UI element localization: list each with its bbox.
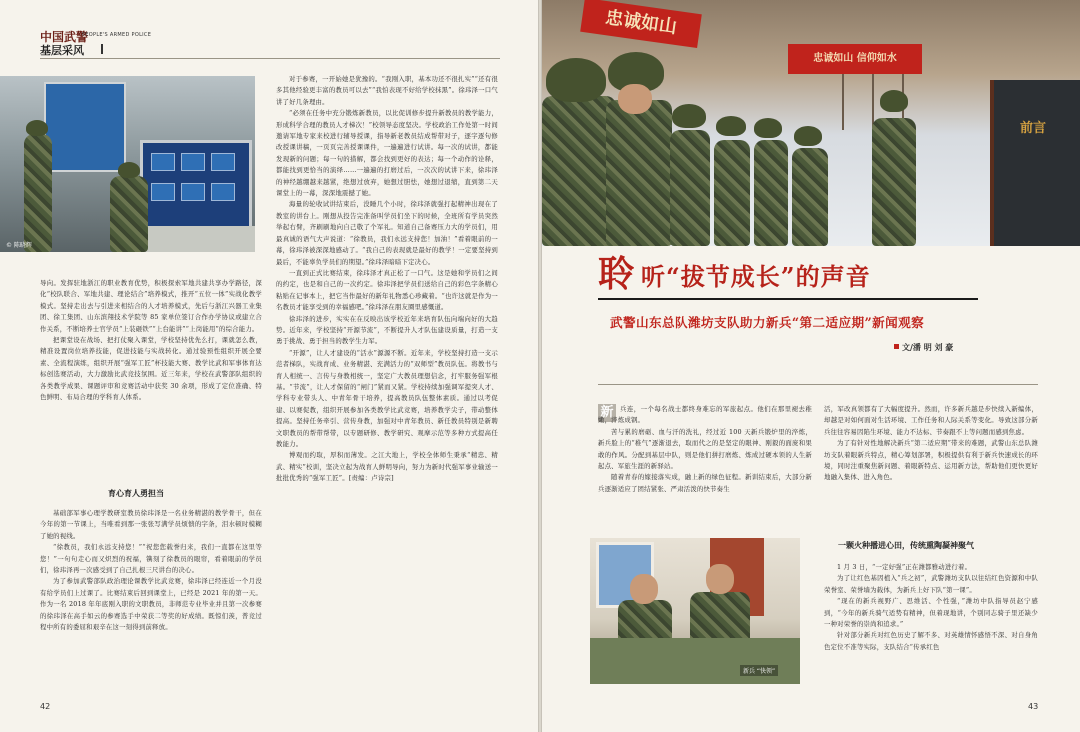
paragraph: 为了有针对性地解决新兵“第二适应期”带来的难题，武警山东总队潍坊支队着眼新兵特点，精心筹划部署，积极提供有利于新兵快速成长的环境，同时注重聚焦新问题、着眼新特点、运用新方法，帮助他们更快更好地融入集体、进入角色。 (824, 439, 1038, 482)
left-page (0, 0, 538, 732)
paragraph: 兵连，一个每名战士都终身难忘的军旅起点。他们在那里褪去稚嫩，淬炼成钢。 (598, 405, 812, 425)
soldier-face (706, 564, 734, 594)
paragraph: 活，军改真领都有了大幅度提升。然而，许多新兵越是步快续入新编体，却越是对如何面对生活环境、工作任务和人际关系等变化。导致这部分新兵往往容易因陷生环境、能力不达标、节奏跟不上等问题而感到焦虑。 (824, 405, 1038, 436)
soldier-cap (26, 120, 48, 136)
right-column-2-top (824, 404, 1038, 526)
section-divider (101, 44, 103, 54)
soldier-figure (754, 140, 788, 246)
paragraph: 徐玮泽的进步，实实在在反映出该学校近年来培育队伍向端向好的大趋势。近年来，学校坚持“开源节流”，不断提升人才队伍建设质量，打造一支勇于挑战、勇于担当的教学生力军。 (276, 314, 498, 346)
paragraph: 针对部分新兵对红色历史了解不多、对英雄情怀感悟不深、对自身角色定位不准等实际，支队结合“传承红色 (824, 631, 1038, 651)
deck-subtitle: 武警山东总队潍坊支队助力新兵“第二适应期”新闻观察 (610, 315, 925, 330)
paragraph: 随着青春的嫁接落实成，融上新的绿色征程。新训结束后，大部分新兵逐渐适应了团结紧张、严肃活泼的快节奏生 (598, 473, 812, 493)
right-page (542, 0, 1080, 732)
control-panel (140, 140, 252, 234)
board-text: 前言 (1019, 121, 1046, 136)
subhead: 一颗火种播进心田，传统熏陶凝神聚气 (838, 540, 974, 550)
red-banner: 忠诚如山 信仰如水 (788, 44, 922, 74)
header-rule (40, 58, 500, 59)
paragraph: 基础部军事心理学教研室教员徐玮泽是一名业务精湛的教学骨干，但在今年的第一节课上，当唯看到那一张张写满学员烦愦的字条，泪水顿时模糊了她的视线。 (40, 509, 262, 540)
paragraph: 博观而约取，厚积而薄发。之江大地上，学校全体师生秉承“精忠、精武、精实”校训，坚决立起为战育人鲜明导向，努力为新时代强军事业输送一批批优秀的“强军工匠”。[责编：卢诗宗] (276, 451, 498, 483)
magazine-english-name: PEOPLE'S ARMED POLICE (82, 32, 152, 38)
lab-training-photo (0, 76, 255, 252)
page-number: 43 (1028, 702, 1039, 711)
section-title: 基层采风 (40, 44, 84, 57)
left-column-1-top (40, 278, 262, 492)
photo-tag: 新兵 “快领” (740, 665, 778, 676)
paragraph: 导向。发挥驻地浙江的职业教育优势，积极探索军地共建共享办学路径，深化“校队联合、军地共建、理论结合”培养模式，推开“五位一体”实战化教学模式。坚持走出去与引进来相结合的人才培养模式，先后与浙江兴器工业集团、徐工集团、山东滨翔技术学院等 85 家单位签订合作办学协议或建立合作关系，不断培养士官学员“上装砸铁”“上台能讲”“上岗能用”的综合能力。 (40, 279, 262, 333)
left-column-1-bottom (40, 508, 262, 698)
headline: 听“拔节成长”的声音 (641, 262, 871, 291)
photo-credit: © 陈晓辉 (6, 242, 32, 249)
soldier-figure (606, 100, 672, 246)
equipment-cabinet (44, 82, 126, 172)
headline-rule (598, 298, 978, 300)
soldiers-hero-photo (542, 0, 1080, 246)
soldier-cap (754, 118, 782, 138)
exhibition-board (990, 80, 1080, 246)
subhead: 育心育人勇担当 (108, 488, 164, 498)
paragraph: 一直到正式比赛结束，徐玮泽才真正松了一口气。这是她和学员们之间的约定，也是和自己的一次约定。徐玮泽把学员们送给自己的彩色字条精心粘贴在记事本上，把它当作最好的新年礼物悉心珍藏着。“也许这就是作为一名教员才能享受到的幸福感吧。”徐玮泽在朋友圈里感慨道。 (276, 268, 498, 312)
soldier-cap (118, 162, 140, 178)
right-column-1 (598, 404, 812, 534)
soldier-face (630, 574, 658, 604)
section-rule (598, 384, 1038, 385)
left-column-2 (276, 74, 498, 686)
desk (590, 638, 800, 684)
paragraph: “徐教员，我们永远支持您！”“祝您您载誉归来，我们一直都在这里等您！”一句句走心而又炽烈的祝福，镌刻了徐教员的眼帘，看着眼前的学员们，徐玮泽再一次感受到了自己扎根三尺讲台的决心。 (40, 543, 262, 575)
byline: 文/潘 明 刘 豪 (902, 342, 954, 352)
instructor-figure (872, 118, 916, 246)
soldier-figure (110, 176, 148, 252)
soldier-figure (670, 130, 710, 246)
red-banner: 忠诚如山 (580, 0, 702, 48)
paragraph: “必须在任务中充分锻炼新教员，以比促训修步提升新教员的教学能力，形成科学合理的教员人才梯次！”校领导态度坚决。学校政治工作处第一时间邀请军地专家来校进行辅导授课，指导新老教员结成帮带对子，逐字逐句修改授课讲稿，一页页完善授课课件，一遍遍进行试讲。每一次的试讲，都能发现新的问题；每一句的措解，都会找到更好的表达；每一个动作的诠释，都能找到更恰当的演绎……一遍遍的打磨过后，一次次的试讲下来，徐玮泽的神经越绷越来越紧，绝想过放弃，她想过胆怯，她想过退缩，直到第二天课堂上的一幕，深深地震撼了她。 (276, 109, 498, 198)
drop-cap: 新 (598, 404, 616, 422)
soldier-figure (792, 148, 828, 246)
soldier-cap (716, 116, 746, 136)
soldier-cap (794, 126, 822, 146)
paragraph: 对于参赛，一开始她是犹豫的。“我刚入职，基本功还不很扎实”“还有很多其他经验更丰富的教员可以去”“我怕表现不好给学校抹黑”。徐玮泽一口气讲了好几条理由。 (276, 75, 498, 106)
soldier-figure (714, 140, 750, 246)
paragraph: 为了参加武警部队政治理论课教学比武竞赛，徐玮泽已经连近一个月没有给学员们上过课了。比赛结束后回到课堂上，已经是 2021 年的第一天。作为一名 2018 年年底刚入职的文职教员，非师范专业毕业并且第一次参赛的徐玮泽在高手如云的参赛选手中荣获二等奖的好成绩。既惊们羡，普竞过程中所有的委屈和艰辛在这一刻得到前释放。 (40, 577, 262, 632)
soldiers-study-photo (590, 538, 800, 684)
paragraph: “开源”，让人才建设的“活水”源源不断。近年来，学校坚持打造一支示范者梯队，实战育成、业务精湛、充满活力的“双师型”教员队伍。将教书与育人相统一、言传与身教相统一，坚定广大教员理想信念，打牢服务强军根基。“节流”，让人才保留的“闸门”紧而又紧。学校持续加强调军提突人才、学科专业带头人、中青年骨干培养，提高教员队伍整体素质。通过以考促建、以赛促教，组织开展参加各类教学比武竞赛，培养教学尖子，带动整体提高。坚持任务牵引、营传身教，加强对中青年教员、新任教员特别是新聘文职教员的帮带帮带，以专题研修、教学研究、观摩示范等多种方式提高任教能力。 (276, 348, 498, 448)
page-number: 42 (40, 702, 51, 711)
right-column-2-bottom (824, 562, 1038, 688)
paragraph: 为了让红色基因植入“兵之初”，武警潍坊支队以往结红色资源和中队荣誉室、荣誉墙为载体，为新兵上好下队“第一课”。 (824, 574, 1038, 594)
soldier-figure (542, 96, 616, 246)
paragraph: “现在的新兵视野广、思维活、个性强，”潍坊中队指导员赵宁感到，“今年的新兵骑气适势有精神，但着现地讲，个别同志骑子里还缺少一种对荣誉的崇尚和追求。” (824, 597, 1038, 629)
magazine-logo: 中国武警 (40, 30, 89, 44)
soldier-cap (880, 90, 908, 112)
headline-first-char: 聆 (598, 253, 635, 295)
soldier-face (618, 84, 652, 114)
byline-marker (894, 344, 899, 349)
paragraph: 把课堂设在战场、把打仗聚入课堂，学校坚持优先么打，课就怎么教，精准设置岗位培养技能，促进技能与实战转化。通过验预性组织开展全要素、全流程演练，组织开展“强军工匠”杯技能大赛、教学比武和军事体育达标创选赛活动，大力激励比武竞技氛围。近三年来，学校在武警部队组织的各类教学成果、课题评审和竞赛活动中获奖 30 余项，形成了定位准确、特色鲜明、布局合理的学科育人体系。 (40, 336, 262, 402)
paragraph: 海量的轮收试讲结束后，没睡几个小时，徐玮泽就强打起精神出现在了教室的讲台上。刚想从投告完准备叫学员们坐下的时候，全班所有学员突然举起右臂，齐刷刷地向自己敬了个军礼。知道自己备赛压力大的学员们，用最真诚的语气大声说道：“徐教员，我们永远支持您！加油！”看着眼前的一幕，徐玮泽被深深地感动了。“我自己的表现就是最好的教学！一定要坚持到最后，不能辜负学员们的期望。”徐玮泽暗暗下定决心。 (276, 200, 498, 266)
paragraph: 苦与累的磨砺、血与汗的洗礼，经过近 100 天新兵锻炉里的淬炼，新兵脸上的“稚气”逐渐退去，取而代之的是坚定的眼神、刚毅的面庞和果敢的作风。分配到基层中队，则是他们拼打磨炼、炼成过硬本领的人生新起点、军旅生涯的新驿站。 (598, 427, 812, 471)
paragraph: 1 月 3 日，“一定好强”正在潍都雅动进行着。 (837, 563, 972, 571)
soldier-cap (672, 104, 706, 128)
soldier-figure (24, 134, 52, 252)
soldier-cap (546, 58, 606, 102)
